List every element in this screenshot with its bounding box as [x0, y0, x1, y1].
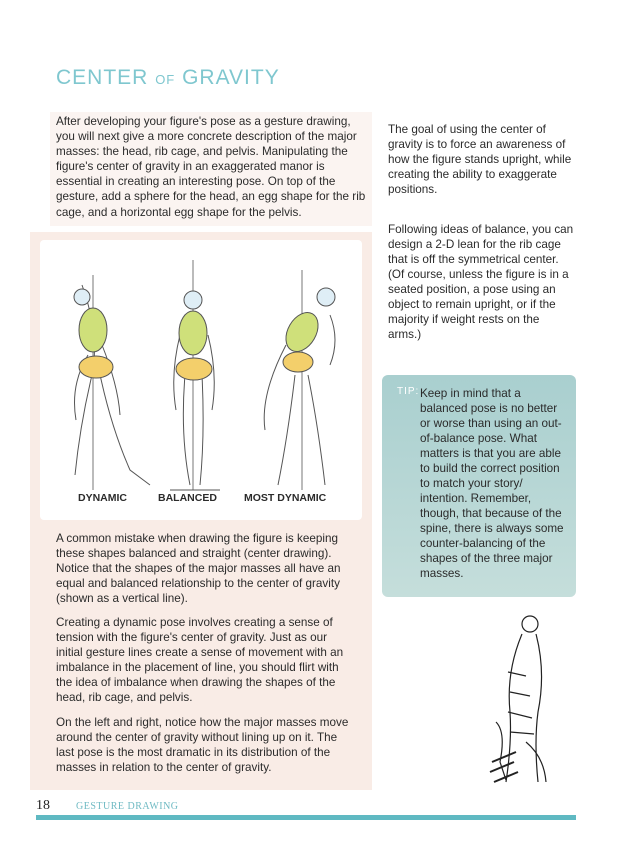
body-paragraph-3: On the left and right, notice how the major masses move around the center of gravity without lining up on it. The last pose is the most dramatic in its distribution of the masses in relation to the center of gravity. — [56, 716, 349, 775]
dynamic-figure — [75, 275, 151, 490]
label-dynamic: DYNAMIC — [78, 492, 127, 504]
tip-text: Keep in mind that a balanced pose is no better or worse than using an out-of-balance pose. What matters is that you are able to build the correct position to match your story/ intention. Remember, though, that because of the spine, there is always some counter-balancing of the shapes of the three major masses. — [420, 387, 564, 580]
body-paragraph-2: Creating a dynamic pose involves creating a sense of tension with the figure's center of gravity. Just as our initial gesture lines create a sense of movement with an imbalance in the placement of line, you should flirt with the idea of imbalance when drawing the shapes of the head, rib cage, and pelvis. — [56, 616, 344, 705]
label-most-dynamic: MOST DYNAMIC — [244, 492, 327, 504]
sidebar-paragraph-2: Following ideas of balance, you can design a 2-D lean for the rib cage that is off the symmetrical center. (Of course, unless the figure is in a seated position, a pose using an object to remain upright, or if the majority if weight rests on the arms.) — [388, 223, 574, 341]
section-title: CENTER OF GRAVITY — [56, 66, 280, 89]
label-balanced: BALANCED — [158, 492, 217, 504]
gesture-sketch-illustration — [486, 612, 556, 788]
sidebar-paragraph-1: The goal of using the center of gravity is to force an awareness of how the figure stands upright, while creating the ability to exaggerate positions. — [388, 123, 572, 196]
footer-rule — [36, 815, 576, 820]
tip-label: TIP: — [397, 386, 420, 397]
gesture-figures-illustration — [40, 245, 362, 495]
page-number: 18 — [36, 798, 50, 813]
body-paragraph-1: A common mistake when drawing the figure is keeping these shapes balanced and straight (center drawing). Notice that the shapes of the major masses all have an equal and balanced relationship to the center of gravity (shown as a vertical line). — [56, 532, 341, 606]
intro-paragraph: After developing your figure's pose as a gesture drawing, you will next give a more concrete description of the major masses: the head, rib cage, and pelvis. Manipulating the figure's center of gravity in an exaggerated manor is essential in creating an interesting pose. On top of the gesture, add a sphere for the head, an egg shape for the rib cage, and a horizontal egg shape for the pelvis. — [56, 115, 366, 219]
running-head: GESTURE DRAWING — [76, 801, 179, 812]
intro-box — [50, 112, 372, 226]
